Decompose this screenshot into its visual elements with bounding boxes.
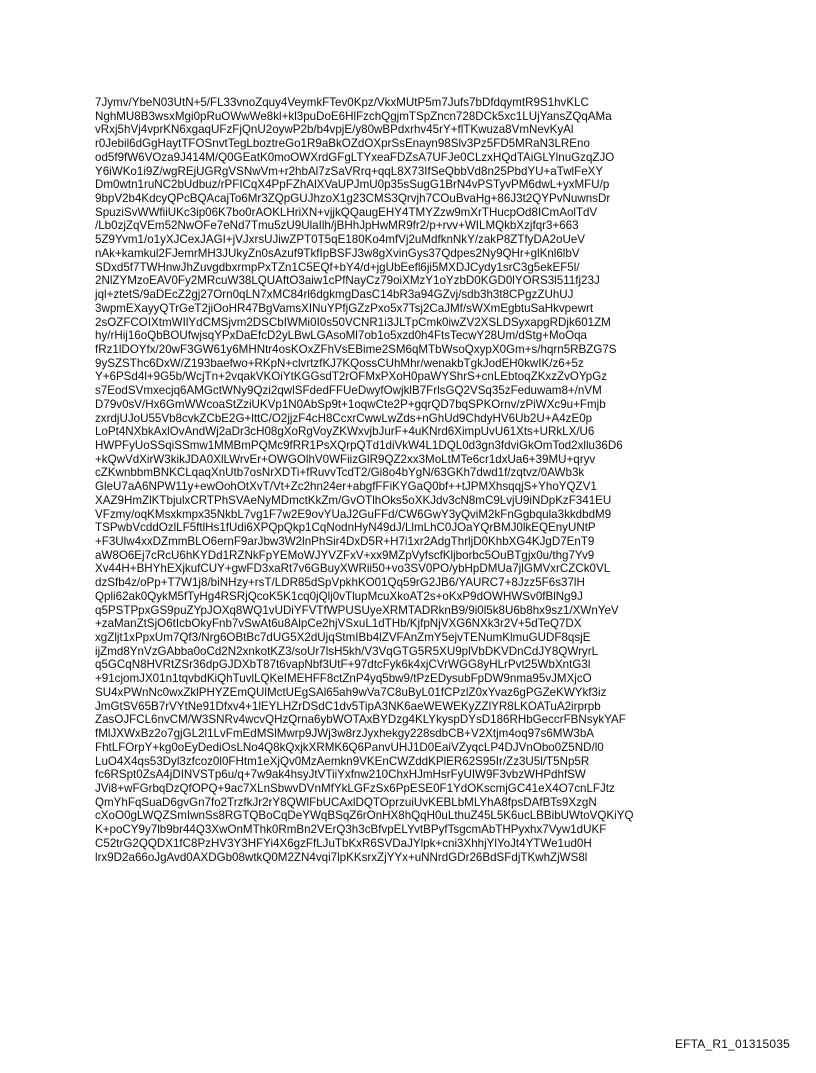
text-line: 9bpV2b4KdcyQPcBQAcajTo6Mr3ZQpGUJhzoX1g23CMS3Qrvjh7COuBvaHg+86J3t2QYPvNuwnsDr bbox=[95, 192, 611, 206]
text-line: Y+6PSd4l+9G5b/WcjTn+2vqakVKOiYtKGGsdT2rOFMxPXoH0paWYShrS+cnLEbtoqZKxzZvOYpGz bbox=[95, 370, 608, 384]
text-line: SDxd5f7TWHnwJhZuvgdbxrmpPxTZn1C5EQf+bY4/d+jgUbEefl6ji5MXDJCydy1srC3g5ekEF5l/ bbox=[95, 260, 580, 274]
text-line: SpuziSvWWfiiUKc3ip06K7bo0rAOKLHriXN+vjjkQQaugEHY4TMYZzw9mXrTHucpOd8ICmAolTdV bbox=[95, 205, 598, 219]
text-line: XAZ9HmZlKTbjulxCRTPhSVAeNyMDmctKkZm/GvOTlhOks5oXKJdv3cN8mC9LvjU9iNDpKzF341EU bbox=[95, 493, 612, 507]
text-line: aW8O6Ej7cRcU6hKYDd1RZNkFpYEMoWJYVZFxV+xx9MZpVyfscfKljborbc5OuBTgjx0u/thg7Yv9 bbox=[95, 548, 595, 562]
text-line: Dm0wtn1ruNC2bUdbuz/rPFICqX4PpFZhAlXVaUPJmU0p35sSugG1BrN4vPSTyvPM6dwL+yxMFU/p bbox=[95, 178, 610, 192]
text-line: vRxj5hVj4vprKN6xgaqUFzFjQnU2oywP2b/b4vpjE/y80wBPdxrhv45rY+flTKwuza8VmNevKyAl bbox=[95, 123, 574, 137]
text-line: od5f9fW6VOza9J414M/Q0GEatK0moOWXrdGFgLTYxeaFDZsA7UFJe0CLzxHQdTAiGLYlnuGzqZJO bbox=[95, 150, 615, 164]
text-line: q5GCqN8HVRtZSr36dpGJDXbT87t6vapNbf3UtF+97dtcFyk6k4xjCVrWGG8yHLrPvt25WbXntG3l bbox=[95, 658, 591, 672]
text-line: JmGtSV65B7rVYtNe91Dfxv4+1lEYLHZrDSdC1dv5TipA3NK6aeWEWEKyZZlYR8LKOATuA2irprpb bbox=[95, 699, 601, 713]
text-line: +91cjomJX01n1tqvbdKiQhTuvlLQKeIMEHFF8ctZnP4yq5bw9/tPzEDysubFpDW9nma95vJMXjcO bbox=[95, 672, 592, 686]
text-line: 5Z9Yvm1/o1yXJCexJAGI+jVJxrsUJiwZPT0T5qE180Ko4mfVj2uMdfknNkY/zakP8ZTfyDA2oUeV bbox=[95, 233, 586, 247]
text-line: C52trG2QQDX1fC8PzHV3Y3HFYi4X6gzFfLJuTbKxR6SVDaJYlpk+cni3XhhjYlYoJt4YTWe1ud0H bbox=[95, 836, 592, 850]
text-line: D79v0sV/Hx6GmWWcoaStZziUKVp1N0AbSp9t+1oqwCte2P+gqrQD7bqSPKOrnv/zPiWXc9u+Fmjb bbox=[95, 397, 606, 411]
text-line: GleU7aA6NPW11y+ewOohOtXvT/Vt+Zc2hn24er+abgfFFiKYGaQ0bf++tJPMXhsqqjS+YhoYQZV1 bbox=[95, 480, 597, 494]
text-line: 7Jymv/YbeN03UtN+5/FL33vnoZquy4VeymkFTev0Kpz/VkxMUtP5m7Jufs7bDfdqymtR9S1hvKLC bbox=[95, 96, 589, 109]
text-line: xgZljt1xPpxUm7Qf3/Nrg6OBtBc7dUG5X2dUjqStmIBb4lZVFAnZmY5ejvTENumKlmuGUDF8qsjE bbox=[95, 631, 591, 645]
text-line: VFzmy/oqKMsxkmpx35NkbL7vg1F7w2E9ovYUaJ2GuFFd/CW6GwY3yQviM2kFnGgbqula3kkdbdM9 bbox=[95, 507, 612, 521]
text-line: +kQwVdXirW3kikJDA0XlLWrvEr+OWGOlhV0WFiizGlR9QZ2xx3MoLtMTe6cr1dxUa6+39MU+qryv bbox=[95, 452, 596, 466]
text-line: JVi8+wFGrbqDzQfOPQ+9ac7XLnSbwvDVnMfYkLGFzSx6PpESE0F1YdOKscmjGC41eX4O7cnLFJtz bbox=[95, 781, 615, 795]
text-line: nAk+kamkul2FJemrMH3JUkyZn0sAzuf9TkfIpBSFJ3w8gXvinGys37Qdpes2Ny9QHr+glKnl6lbV bbox=[95, 246, 580, 260]
text-line: 3wpmEXayyQTrGeT2jiOoHR47BgVamsXINuYPfjGZzPxo5x7Tsj2CaJMf/sWXmEgbtuSaHkvpewrt bbox=[95, 301, 594, 315]
text-line: jql+ztetS/9aDEcZ2gj27Orn0qLN7xMC84rl6dgkmgDasC14bR3a94GZvj/sdb3h3t8CPgzZUhUJ bbox=[95, 288, 574, 302]
text-line: Y6iWKo1i9Z/wgREjUGRgVSNwVm+r2hbAl7zSaVRrq+qqL8X73IfSeQbbVd8n25PbdYU+aTwlFeXY bbox=[95, 164, 604, 178]
text-line: Xv44H+BHYhEXjkufCUY+gwFD3xaRt7v6GBuyXWRii50+vo3SV0PO/ybHpDMUa7jlGMVxrCZCk0VL bbox=[95, 562, 611, 576]
text-line: HWPFyUoSSqiSSmw1MMBmPQMc9fRR1PsXQrpQTd1diVkW4L1DQL0d3gn3fdviGkOmTod2xllu36D6 bbox=[95, 438, 623, 452]
text-line: ZasOJFCL6nvCM/W3SNRv4wcvQHzQrna6ybWOTAxBYDzg4KLYkyspDYsD186RHbGeccrFBNsykYAF bbox=[95, 713, 626, 727]
text-line: r0Jebil6dGgHaytTFOSnvtTegLboztreGo1R9aBkOZdOXprSsEnayn98Slv3Pz5FD5MRaN3LREno bbox=[95, 137, 590, 151]
text-line: FhtLFOrpY+kg0oEyDediOsLNo4Q8kQxjkXRMK6Q6PanvUHJ1D0EaiVZyqcLP4DJVnObo0Z5ND/l0 bbox=[95, 740, 604, 754]
text-line: dzSfb4z/oPp+T7W1j8/biNHzy+rsT/LDR85dSpVpkhKO01Qq59rG2JB6/YAURC7+8Jzz5F6s37lH bbox=[95, 576, 585, 590]
text-line: s7EodSVmxecjq6AMGctWNy9Qzi2qwlSFdedFFUeDwyfOwjklB7FrlsGQ2VSq35zFeduwam8+/nVM bbox=[95, 384, 602, 398]
text-line: /Lb0zjZqVEm52NwOFe7eNd7Tmu5zU9UlaIlh/jBHhJpHwMR9fr2/p+rvv+WILMQkbXzjfqr3+663 bbox=[95, 219, 579, 233]
text-line: fc6RSpt0ZsA4jDINVSTp6u/q+7w9ak4hsyJtVTiiYxfnw210ChxHJmHsrFyUIW9F3vbzWHPdhfSW bbox=[95, 768, 586, 782]
text-line: cXoO0gLWQZSmIwnSs8RGTQBoCqDeYWqBSqZ6rOnHX8hQqH0uLthuZ45L5K6ucLBBibUWtoVQKiYQ bbox=[95, 809, 634, 823]
bates-number: EFTA_R1_01315035 bbox=[674, 1037, 790, 1051]
text-line: 9ySZSThc6DxW/Z193baefwo+RKpN+clvrtzfKJ7KQossCUhMhr/wenakbTgkJodEH0kwIK/z6+5z bbox=[95, 356, 584, 370]
text-line: +zaManZtSjO6tIcbOkyFnb7vSwAt6u8AlpCe2hjVSxuL1dTHb/KjfpNjVXG6NXk3r2V+5dTeQ7DX bbox=[95, 617, 582, 631]
text-line: LoPt4NXbkAxlOvAndWj2aDr3cH08gXoRgVoyZKWxvjbJurF+4uKNrd6XimpUvU61Xts+URkLX/U6 bbox=[95, 425, 595, 439]
text-line: QmYhFqSuaD6gvGn7fo2TrzfkJr2rY8QWlFbUCAxlDQTOprzuiUvKEBLbMLYhA8fpsDAfBTs9XzgN bbox=[95, 795, 597, 809]
text-line: NghMU8B3wsxMgi0pRuOWwWe8kl+kl3puDoE6HlFzchQgjmTSpZncn728DCk5xc1LUjYansZQqAMa bbox=[95, 109, 612, 123]
text-line: fMlJXWxBz2o7gjGL2l1LvFmEdMSlMwrp9JWj3w8rzJyxhekgy228sdbCB+V2Xtjm4oq97s6MW3bA bbox=[95, 727, 595, 741]
text-line: TSPwbVcddOzlLF5ftlHs1fUdi6XPQpQkp1CqNodnHyN49dJ/LlmLhC0JOaYQrBMJ0lkEQEnyUNtP bbox=[95, 521, 596, 535]
text-line: hy/rHij16oQbBOUfwjsqYPxDaEfcD2yLBwLGAsoMl7ob1o5xzd0h4FtsTecwY28Um/dStg+MoOqa bbox=[95, 329, 587, 343]
text-line: SU4xPWnNc0wxZklPHYZEmQUlMctUEgSAl65ah9wVa7C8uByL01fCPzlZ0xYvaz6gPGZeKWYkf3iz bbox=[95, 685, 607, 699]
text-line: LuO4X4qs53Dyl3zfcoz0l0FHtm1eXjQv0MzAemkn9VKEnCWZddKPlER62S95Ir/Zz3U5l/T5Np5R bbox=[95, 754, 590, 768]
text-line: fRz1lDOYfx/20wF3GW61y6MHNtr4osKOxZFhVsEBime2SM6qMTbWsoQxypX0Gm+s/hqrn5RBZG7S bbox=[95, 342, 617, 356]
text-line: q5PSTPpxGS9puZYpJOXq8WQ1vUDiYFVTfWPUSUyeXRMTADRknB9/9i0l5k8U6b8hx9sz1/XWnYeV bbox=[95, 603, 619, 617]
encoded-text-block bbox=[95, 96, 795, 864]
text-line: ijZmd8YnVzGAbba0oCd2N2xnkotKZ3/soUr7lsH5kh/V3VqGTG5R5XU9plVbDKVDnCdJY8QWryrL bbox=[95, 644, 599, 658]
text-line: Qpli62ak0QykM5fTyHg4RSRjQcoK5K1cq0jQlj0vTlupMcuXkoAT2s+oKxP9dOWHWSv0fBlNg9J bbox=[95, 589, 583, 603]
text-line: zxrdjUJoU55Vb8cvkZCbE2G+lttC/O2jjzF4cH8CcxrCwwLwZds+nGhUd9ChdyHV6Ub2U+A4zE0p bbox=[95, 411, 593, 425]
text-line: lrx9D2a66oJgAvd0AXDGb08wtkQ0M2ZN4vqi7lpKKsrxZjYYx+uNNrdGDr26BdSFdjTKwhZjWS8l bbox=[95, 850, 588, 864]
text-line: 2NlZYMzoEAV0Fy2MRcuW38LQUAftO3aiw1cPfNayCz79oiXMzY1oYzbD0KGD0lYORS3l511fj23J bbox=[95, 274, 600, 288]
text-line: +F3Ulw4xxDZmmBLO6ernF9arJbw3W2lnPhSir4DxD5R+H7i1xr2AdgThrljD0KhbXG4KJgD7EnT9 bbox=[95, 535, 595, 548]
text-line: 2sOZFCOIXtmWIlYdCMSjvm2DSCbIWMi0I0s50VCNR1i3JLTpCmk0iwZV2XSLDSyxapgRDjk601ZM bbox=[95, 315, 611, 329]
text-line: cZKwnbbmBNKCLqaqXnUtb7osNrXDTi+fRuvvTcdT2/Gi8o4bYgN/63GKh7dwd1f/zqtvz/0AWb3k bbox=[95, 466, 585, 480]
text-line: K+poCY9y7lb9br44Q3XwOnMThk0RmBn2VErQ3h3cBfvpELYvtBPyfTsgcmAbTHPyxhx7Vyw1dUKF bbox=[95, 823, 607, 837]
